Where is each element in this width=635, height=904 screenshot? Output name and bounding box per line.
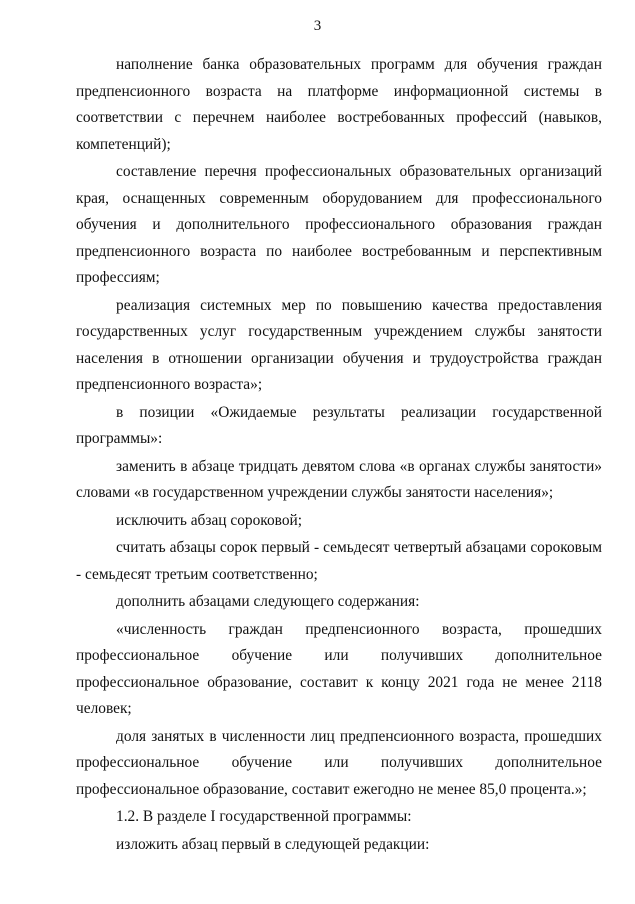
paragraph-state-first: изложить абзац первый в следующей редакции: bbox=[116, 835, 430, 853]
paragraph-expected-results-position: в позиции «Ожидаемые результаты реализации государственной программы»: bbox=[76, 403, 602, 447]
paragraph-share-employed: доля занятых в численности лиц предпенсионного возраста, прошедших профессиональное обучение или получивших дополнительное профессиональное образование, составит ежегодно не менее 85,0 процента.»; bbox=[76, 727, 602, 798]
paragraph-list-of-organizations: составление перечня профессиональных образовательных организаций края, оснащенных современным оборудованием для профессионального обучения и дополнительного профессионального образования граждан предпенсионного возраста по наиболее востребованным и перспективным профессиям; bbox=[76, 163, 602, 286]
document-body bbox=[76, 52, 602, 859]
paragraph-renumber: считать абзацы сорок первый - семьдесят четвертый абзацами сороковым - семьдесят третьим соответственно; bbox=[76, 539, 602, 583]
paragraph-section-1-2: 1.2. В разделе I государственной программы: bbox=[116, 808, 412, 825]
paragraph-exclude-fortieth: исключить абзац сороковой; bbox=[116, 511, 303, 529]
paragraph-bank-of-programs: наполнение банка образовательных программ для обучения граждан предпенсионного возраста на платформе информационной системы в соответствии с перечнем наиболее востребованных профессий (навыков, компетенций); bbox=[76, 56, 602, 153]
page-number: 3 bbox=[313, 18, 322, 34]
paragraph-number-of-citizens: «численность граждан предпенсионного возраста, прошедших профессиональное обучение или получивших дополнительное профессиональное образование, составит к концу 2021 года не менее 2118 человек; bbox=[76, 620, 602, 717]
paragraph-add-paragraphs: дополнить абзацами следующего содержания: bbox=[116, 593, 420, 610]
paragraph-system-measures: реализация системных мер по повышению качества предоставления государственных услуг государственным учреждением службы занятости населения в отношении организации обучения и трудоустройства граждан предпенсионного возраста»; bbox=[76, 296, 602, 393]
paragraph-replace-words: заменить в абзаце тридцать девятом слова «в органах службы занятости» словами «в государственном учреждении службы занятости населения»; bbox=[76, 457, 602, 501]
